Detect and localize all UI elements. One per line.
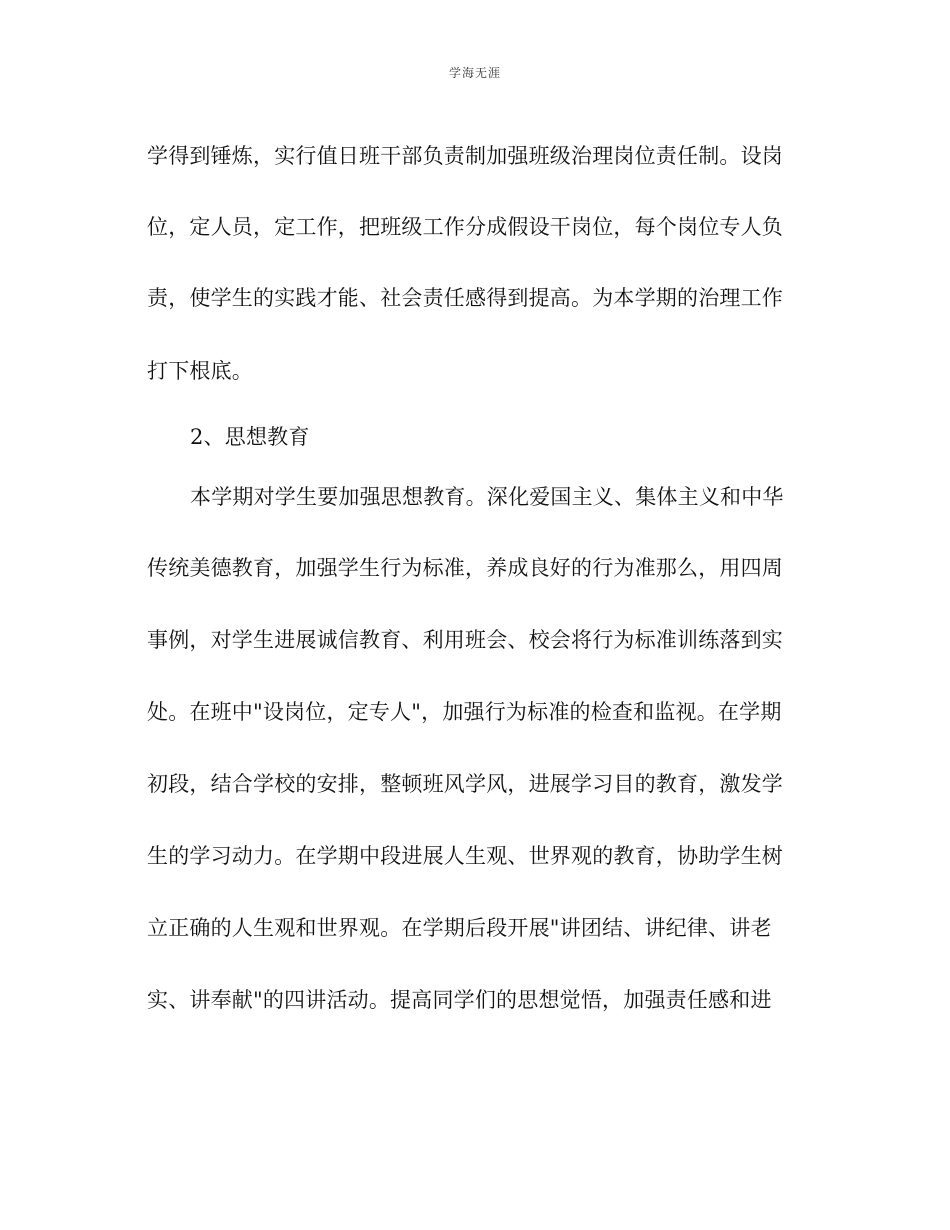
body-line: 位，定人员，定工作，把班级工作分成假设干岗位，每个岗位专人负 — [147, 215, 783, 239]
body-line: 立正确的人生观和世界观。在学期后段开展"讲团结、讲纪律、讲老 — [147, 916, 772, 940]
body-line: 事例，对学生进展诚信教育、利用班会、校会将行为标准训练落到实 — [147, 628, 783, 652]
body-line: 初段，结合学校的安排，整顿班风学风，进展学习目的教育，激发学 — [147, 772, 783, 796]
body-line: 处。在班中"设岗位，定专人"，加强行为标准的检查和监视。在学期 — [147, 700, 782, 724]
body-line: 实、讲奉献"的四讲活动。提高同学们的思想觉悟，加强责任感和进 — [147, 988, 772, 1012]
body-line: 学得到锤炼，实行值日班干部负责制加强班级治理岗位责任制。设岗 — [147, 144, 783, 168]
body-line: 本学期对学生要加强思想教育。深化爱国主义、集体主义和中华 — [190, 485, 784, 509]
body-line: 打下根底。 — [147, 359, 253, 383]
page-header: 学海无涯 — [448, 66, 501, 80]
body-line: 传统美德教育，加强学生行为标准，养成良好的行为准那么，用四周 — [147, 556, 783, 580]
section-heading: 2、思想教育 — [190, 425, 310, 449]
body-line: 生的学习动力。在学期中段进展人生观、世界观的教育，协助学生树 — [147, 844, 783, 868]
body-line: 责，使学生的实践才能、社会责任感得到提高。为本学期的治理工作 — [147, 286, 783, 310]
